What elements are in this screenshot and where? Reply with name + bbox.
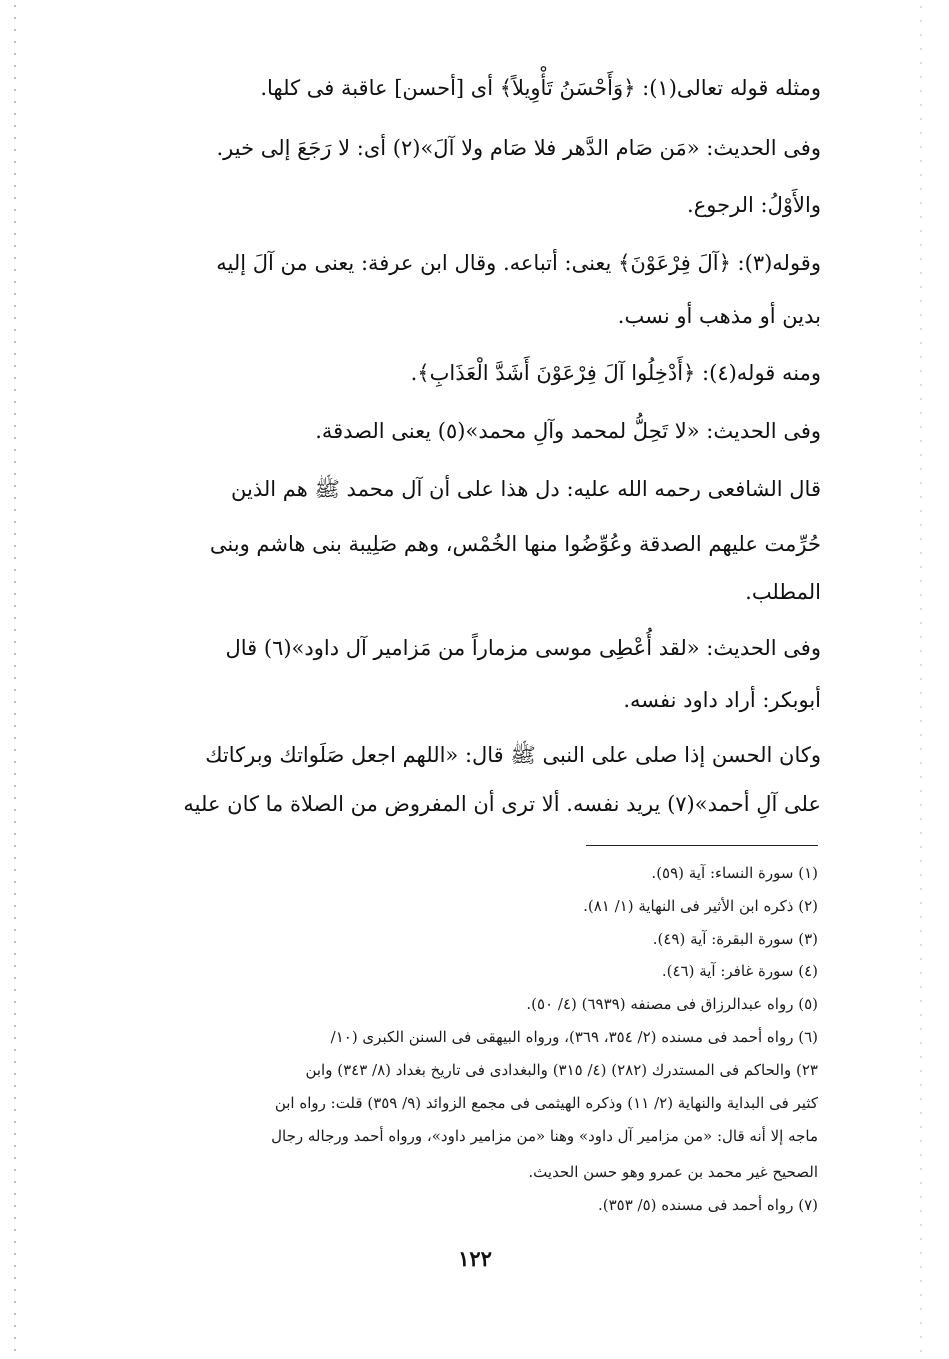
- scan-margin-dots-left: [14, 0, 16, 1359]
- footnote-4: (٤) سورة غافر: آية (٤٦).: [661, 962, 818, 980]
- body-line-9: حُرِّمت عليهم الصدقة وعُوِّضُوا منها الخُمْس، وهم صَلِيبة بنى هاشم وبنى: [209, 532, 821, 556]
- body-line-11: وفى الحديث: «لقد أُعْطِى موسى مزماراً من مَزامير آل داود»(٦) قال: [225, 636, 821, 660]
- page-number: ١٢٢: [458, 1246, 492, 1271]
- body-line-7: وفى الحديث: «لا تَحِلُّ لمحمد وآلِ محمد»(٥) يعنى الصدقة.: [315, 419, 821, 443]
- footnote-6-line-4: ماجه إلا أنه قال: «من مزامير آل داود» وهنا «من مزامير داود»، ورواه أحمد ورجاله رجال: [271, 1127, 818, 1145]
- footnote-3: (٣) سورة البقرة: آية (٤٩).: [652, 930, 818, 948]
- body-line-5: بدين أو مذهب أو نسب.: [617, 304, 821, 328]
- body-line-10: المطلب.: [745, 580, 821, 604]
- body-line-2: وفى الحديث: «مَن صَام الدَّهر فلا صَام ولا آلَ»(٢) أى: لا رَجَعَ إلى خير.: [216, 136, 821, 160]
- footnote-6-line-1: (٦) رواه أحمد فى مسنده (٢/ ٣٥٤، ٣٦٩)، ورواه البيهقى فى السنن الكبرى (١٠/: [330, 1028, 818, 1046]
- footnote-2: (٢) ذكره ابن الأثير فى النهاية (١/ ٨١).: [583, 897, 818, 915]
- footnote-separator: [586, 845, 818, 846]
- body-line-12: أبوبكر: أراد داود نفسه.: [623, 688, 821, 712]
- body-line-1: ومثله قوله تعالى(١): ﴿وَأَحْسَنُ تَأْوِيلاً﴾ أى [أحسن] عاقبة فى كلها.: [260, 76, 821, 100]
- footnote-5: (٥) رواه عبدالرزاق فى مصنفه (٦٩٣٩) (٤/ ٥٠).: [526, 995, 818, 1013]
- footnote-6-line-2: ٢٣) والحاكم فى المستدرك (٢٨٢) (٤/ ٣١٥) والبغدادى فى تاريخ بغداد (٨/ ٣٤٣) وابن: [305, 1061, 818, 1079]
- footnote-7: (٧) رواه أحمد فى مسنده (٥/ ٣٥٣).: [597, 1196, 818, 1214]
- body-line-4: وقوله(٣): ﴿آلَ فِرْعَوْنَ﴾ يعنى: أتباعه. وقال ابن عرفة: يعنى من آلَ إليه: [216, 251, 821, 275]
- footnote-6-line-3: كثير فى البداية والنهاية (٢/ ١١) وذكره الهيثمى فى مجمع الزوائد (٩/ ٣٥٩) قلت: رواه ابن: [274, 1094, 818, 1112]
- scan-margin-dots-right: [920, 0, 922, 1359]
- footnote-6-line-5: الصحيح غير محمد بن عمرو وهو حسن الحديث.: [528, 1163, 818, 1181]
- body-line-14: على آلِ أحمد»(٧) يريد نفسه. ألا ترى أن المفروض من الصلاة ما كان عليه: [183, 792, 821, 816]
- footnote-1: (١) سورة النساء: آية (٥٩).: [651, 864, 818, 882]
- body-line-13: وكان الحسن إذا صلى على النبى ﷺ قال: «اللهم اجعل صَلَواتك وبركاتك: [205, 743, 821, 767]
- body-line-6: ومنه قوله(٤): ﴿أَدْخِلُوا آلَ فِرْعَوْنَ أَشَدَّ الْعَذَابِ﴾.: [410, 361, 821, 385]
- body-line-8: قال الشافعى رحمه الله عليه: دل هذا على أن آل محمد ﷺ هم الذين: [231, 477, 821, 501]
- body-line-3: والأَوْلُ: الرجوع.: [687, 193, 821, 217]
